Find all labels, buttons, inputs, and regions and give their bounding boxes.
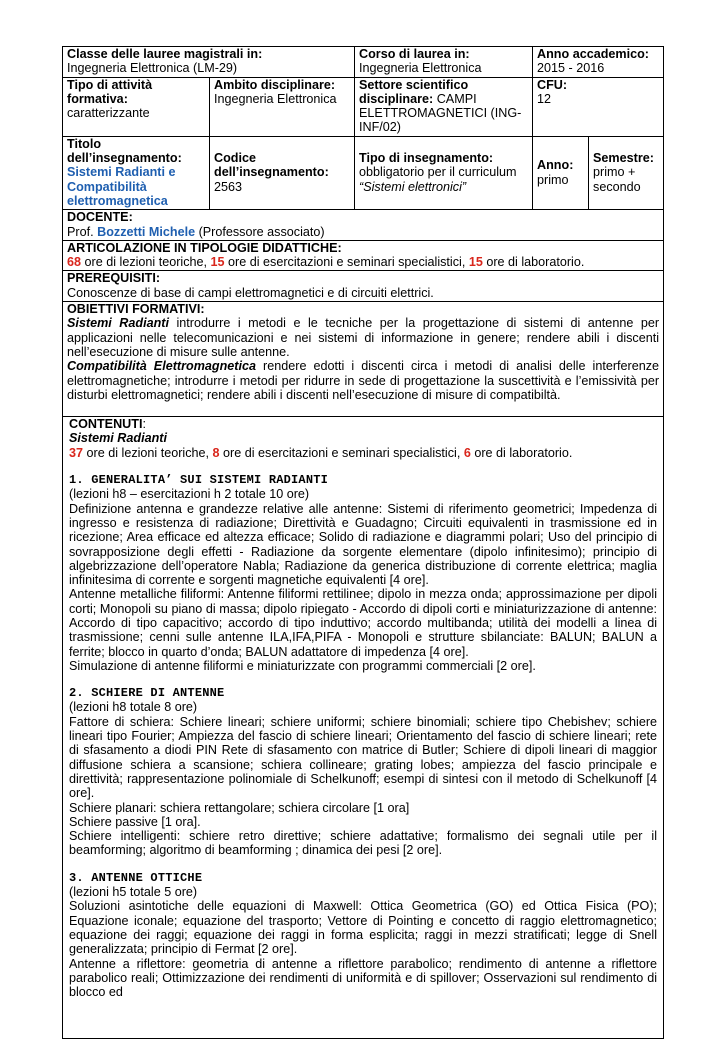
section-2-title: 2. SCHIERE DI ANTENNE xyxy=(69,686,225,701)
row-docente xyxy=(63,210,664,241)
semestre-value-1: primo + xyxy=(593,165,636,180)
row-prerequisiti xyxy=(63,271,664,302)
section-3-p2: Antenne a riflettore: geometria di antenne a riflettore parabolico; rendimento di antenne a riflettore parabolico reali; Ottimizzazione dei rendimenti di uniformità e di spillover; Osservazioni sul rendimento di blocco ed xyxy=(69,956,658,1000)
prerequisiti-label: PREREQUISITI: xyxy=(67,271,161,286)
titolo-value-2: Compatibilità xyxy=(67,179,147,194)
anno-value: 2015 - 2016 xyxy=(537,61,605,76)
section-1-p2: Antenne metalliche filiformi: Antenne filiformi rettilinee; dipolo in mezza onda; approssimazione per dipoli corti; Monopoli su piano di massa; dipolo ripiegato - Accordo di dipoli corti e miniaturizzazione di antenne: Accordo di tipo capacitivo; accordo di tipo induttivo; accordo multibanda; utilità dei modelli a linea di trasmissione; cenni sulle antenne ILA,IFA,PIFA - Monopoli e strutture sbilanciate: BALUN; BALUN a ferrite; blocco in quarto d’onda; BALUN adattatore di impedenza [4 ore]. xyxy=(69,587,658,659)
cell-tipo-attivita xyxy=(63,77,210,136)
articolazione-label: ARTICOLAZIONE IN TIPOLOGIE DIDATTICHE: xyxy=(67,240,342,255)
cell-cfu xyxy=(533,77,664,136)
cell-docente xyxy=(63,210,664,241)
tipoins-label: Tipo di insegnamento: xyxy=(359,151,494,166)
row-articolazione xyxy=(63,240,664,271)
docente-name: Bozzetti Michele xyxy=(97,224,196,239)
section-2-p3: Schiere passive [1 ora]. xyxy=(69,814,201,829)
semestre-label: Semestre: xyxy=(593,151,654,166)
cell-classe xyxy=(63,47,355,78)
titolo-value-1: Sistemi Radianti e xyxy=(67,165,176,180)
contenuti-label: CONTENUTI xyxy=(69,417,143,432)
annoc-value: primo xyxy=(537,172,569,187)
docente-role: (Professore associato) xyxy=(195,224,325,239)
contenuti-hours: 37 ore di lezioni teoriche, 8 ore di esercitazioni e seminari specialistici, 6 ore di laboratorio. xyxy=(69,445,573,460)
ambito-value: Ingegneria Elettronica xyxy=(214,91,337,106)
articolazione-text: 68 ore di lezioni teoriche, 15 ore di esercitazioni e seminari specialistici, 15 ore di laboratorio. xyxy=(67,255,585,270)
codice-label-1: Codice xyxy=(214,151,256,166)
section-1-p3: Simulazione di antenne filiformi e miniaturizzate con programmi commerciali [2 ore]. xyxy=(69,658,536,673)
section-1-title: 1. GENERALITA’ SUI SISTEMI RADIANTI xyxy=(69,473,329,488)
cell-prerequisiti xyxy=(63,271,664,302)
titolo-label-1: Titolo xyxy=(67,136,102,151)
cell-anno-corso xyxy=(533,136,589,209)
classe-value: Ingegneria Elettronica (LM-29) xyxy=(67,61,238,76)
ambito-label: Ambito disciplinare: xyxy=(214,77,336,92)
cell-ambito xyxy=(210,77,355,136)
cell-obiettivi xyxy=(63,302,664,417)
row-classe xyxy=(63,47,664,78)
row-tipo xyxy=(63,77,664,136)
tipo-label-1: Tipo di attività xyxy=(67,77,153,92)
tipo-value: caratterizzante xyxy=(67,106,150,121)
settore-label-1: Settore scientifico xyxy=(359,77,469,92)
docente-prefix: Prof. xyxy=(67,224,98,239)
cell-titolo xyxy=(63,136,210,209)
corso-value: Ingegneria Elettronica xyxy=(359,61,482,76)
anno-label: Anno accademico: xyxy=(537,47,649,61)
section-2-p2: Schiere planari: schiera rettangolare; schiera circolare [1 ora] xyxy=(69,800,410,815)
cfu-value: 12 xyxy=(537,91,552,106)
contenuti-subtitle: Sistemi Radianti xyxy=(69,431,167,446)
cell-corso xyxy=(355,47,533,78)
obiettivi-p2: Compatibilità Elettromagnetica rendere edotti i discenti circa i metodi di analisi delle interferenze elettromagnetiche; introdurre i metodi per ridurre in sede di progettazione la suscettività e l’emissività per disturbi elettromagnetici; rendere abili i discenti nell’esecuzione di misure di compatibiltà. xyxy=(67,359,660,402)
cfu-label: CFU: xyxy=(537,77,568,92)
cell-articolazione xyxy=(63,240,664,271)
row-titolo xyxy=(63,136,664,209)
tipo-label-2: formativa: xyxy=(67,91,128,106)
section-1-p1: Definizione antenna e grandezze relative alle antenne: Sistemi di riferimento geometrici; Impedenza di ingresso e resistenza di radiazione; Direttività e Guadagno; Circuiti equivalenti in trasmissione ed in ricezione; Area efficace ed altezza efficace; Solido di radiazione e diagrammi polari; Uso del principio di sovrapposizione degli effetti - Radiazione da sorgente elementare (dipolo infinitesimo); principio di algebrizzazione dell’operatore Nabla; Radiazione da generica distribuzione di corrente elettrica; maglia infinitesima di corrente e sorgenti magnetiche equivalenti [4 ore]. xyxy=(69,501,658,588)
semestre-value-2: secondo xyxy=(593,179,641,194)
course-sheet xyxy=(62,46,663,1039)
titolo-value-3: elettromagnetica xyxy=(67,193,168,208)
titolo-label-2: dell’insegnamento: xyxy=(67,151,182,166)
settore-value-1: CAMPI xyxy=(433,91,477,106)
section-3-hours: (lezioni h5 totale 5 ore) xyxy=(69,885,198,900)
settore-value-3: INF/02) xyxy=(359,120,402,135)
obiettivi-label: OBIETTIVI FORMATIVI: xyxy=(67,302,205,317)
tipoins-value-2: “Sistemi elettronici” xyxy=(359,179,467,194)
cell-anno-accademico xyxy=(533,47,664,78)
tipoins-value-1: obbligatorio per il curriculum xyxy=(359,165,517,180)
classe-label: Classe delle lauree magistrali in: xyxy=(67,47,263,61)
settore-value-2: ELETTROMAGNETICI (ING- xyxy=(359,106,522,121)
row-obiettivi xyxy=(63,302,664,417)
section-3-title: 3. ANTENNE OTTICHE xyxy=(69,870,203,885)
cell-tipo-insegnamento xyxy=(355,136,533,209)
cell-contenuti: CONTENUTI: Sistemi Radianti 37 ore di lezioni teoriche, 8 ore di esercitazioni e seminari specialistici, 6 ore di laboratorio. 1. GENERALITA’ SUI SISTEMI RADIANTI (lezioni h8 – esercitazioni h 2 totale 10 ore) Definizione antenna e grandezze relative alle antenne: Sistemi di riferimento geometrici; Impedenza di ingresso e resistenza di radiazione; Direttività e Guadagno; Circuiti equivalenti in trasmissione ed in ricezione; Area efficace ed altezza efficace; Solido di radiazione e diagrammi polari; Uso del principio di sovrapposizione degli effetti - Radiazione da sorgente elementare (dipolo infinitesimo); principio di algebrizzazione dell’operatore Nabla; Radiazione da generica distribuzione di corrente elettrica; maglia infinitesima di corrente e sorgenti magnetiche equivalenti [4 ore]. Antenne metalliche filiformi: Antenne filiformi rettilinee; dipolo in mezza onda; approssimazione per dipoli corti; Monopoli su piano di massa; dipolo ripiegato - Accordo di dipoli corti e miniaturizzazione di antenne: Accordo di tipo capacitivo; accordo di tipo induttivo; accordo multibanda; utilità dei modelli a linea di trasmissione; cenni sulle antenne ILA,IFA,PIFA - Monopoli e strutture sbilanciate: BALUN; BALUN a ferrite; blocco in quarto d’onda; BALUN adattatore di impedenza [4 ore]. Simulazione di antenne filiformi e miniaturizzate con programmi commerciali [2 ore]. 2. SCHIERE DI ANTENNE (lezioni h8 totale 8 ore) Fattore di schiera: Schiere lineari; schiere uniformi; schiere binomiali; schiere tipo Chebishev; schiere lineari tipo Fourier; Ampiezza del fascio di schiere lineari; Orientamento del fascio di schiere lineari; rete di sfasamento a diodi PIN Rete di sfasamento con matrice di Butler; Schiere di dipoli lineari di maggior diffusione schiera a scansione; schiera collineare; grating lobes; ampiezza del fascio principale e direttività; rappresentazione polinomiale di Schelkunoff; esempi di sintesi con il metodo di Schelkunoff [4 ore]. Schiere planari: schiera rettangolare; schiera circolare [1 ora] Schiere passive [1 ora]. Schiere intelligenti: schiere retro direttive; schiere adattative; formalismo dei segnali utile per il beamforming; algoritmo di beamforming ; dinamica dei pesi [2 ore]. 3. ANTENNE OTTICHE (lezioni h5 totale 5 ore) Soluzioni asintotiche delle equazioni di Maxwell: Ottica Geometrica (GO) ed Ottica Fisica (PO); Equazione iconale; equazione del trasporto; Vettore di Pointing e concetto di raggio elettromagnetico; equazione dei raggi; equazione dei raggi in forma esplicita; raggi in mezzi stratificati; legge di Snell generalizzata; principio di Fermat [2 ore]. Antenne a riflettore: geometria di antenne a riflettore parabolico; rendimento di antenne a riflettore parabolico reali; Ottimizzazione dei rendimenti di uniformità e di spillover; Osservazioni sul rendimento di blocco ed xyxy=(63,417,664,1039)
cell-settore xyxy=(355,77,533,136)
prerequisiti-text: Conoscenze di base di campi elettromagnetici e di circuiti elettrici. xyxy=(67,285,434,300)
codice-label-2: dell’insegnamento: xyxy=(214,165,329,180)
annoc-label: Anno: xyxy=(537,158,574,173)
cell-semestre xyxy=(589,136,664,209)
codice-value: 2563 xyxy=(214,179,243,194)
section-3-p1: Soluzioni asintotiche delle equazioni di Maxwell: Ottica Geometrica (GO) ed Ottica Fisica (PO); Equazione iconale; equazione del trasporto; Vettore di Pointing e concetto di raggio elettromagnetico; equazione dei raggi; equazione dei raggi in forma esplicita; raggi in mezzi stratificati; legge di Snell generalizzata; principio di Fermat [2 ore]. xyxy=(69,899,658,957)
section-2-hours: (lezioni h8 totale 8 ore) xyxy=(69,700,198,715)
row-contenuti xyxy=(63,417,664,1039)
corso-label: Corso di laurea in: xyxy=(359,47,470,61)
cell-codice xyxy=(210,136,355,209)
section-1-hours: (lezioni h8 – esercitazioni h 2 totale 10 ore) xyxy=(69,487,310,502)
settore-label-2: disciplinare: xyxy=(359,91,434,106)
section-2-p4: Schiere intelligenti: schiere retro direttive; schiere adattative; formalismo dei segnali utile per il beamforming; algoritmo di beamforming ; dinamica dei pesi [2 ore]. xyxy=(69,829,658,858)
obiettivi-p1: Sistemi Radianti introdurre i metodi e le tecniche per la progettazione di sistemi di antenne per applicazioni nelle telecomunicazioni e nei sistemi di informazione in genere; rendere abili i discenti nell’esecuzione di misure sulle antenne. xyxy=(67,316,660,359)
course-table xyxy=(62,46,664,1039)
section-2-p1: Fattore di schiera: Schiere lineari; schiere uniformi; schiere binomiali; schiere tipo Chebishev; schiere lineari tipo Fourier; Ampiezza del fascio di schiere lineari; Orientamento del fascio di schiere lineari; rete di sfasamento a diodi PIN Rete di sfasamento con matrice di Butler; Schiere di dipoli lineari di maggior diffusione schiera a scansione; schiera collineare; grating lobes; ampiezza del fascio principale e direttività; rappresentazione polinomiale di Schelkunoff; esempi di sintesi con il metodo di Schelkunoff [4 ore]. xyxy=(69,714,658,801)
docente-label: DOCENTE: xyxy=(67,210,133,225)
